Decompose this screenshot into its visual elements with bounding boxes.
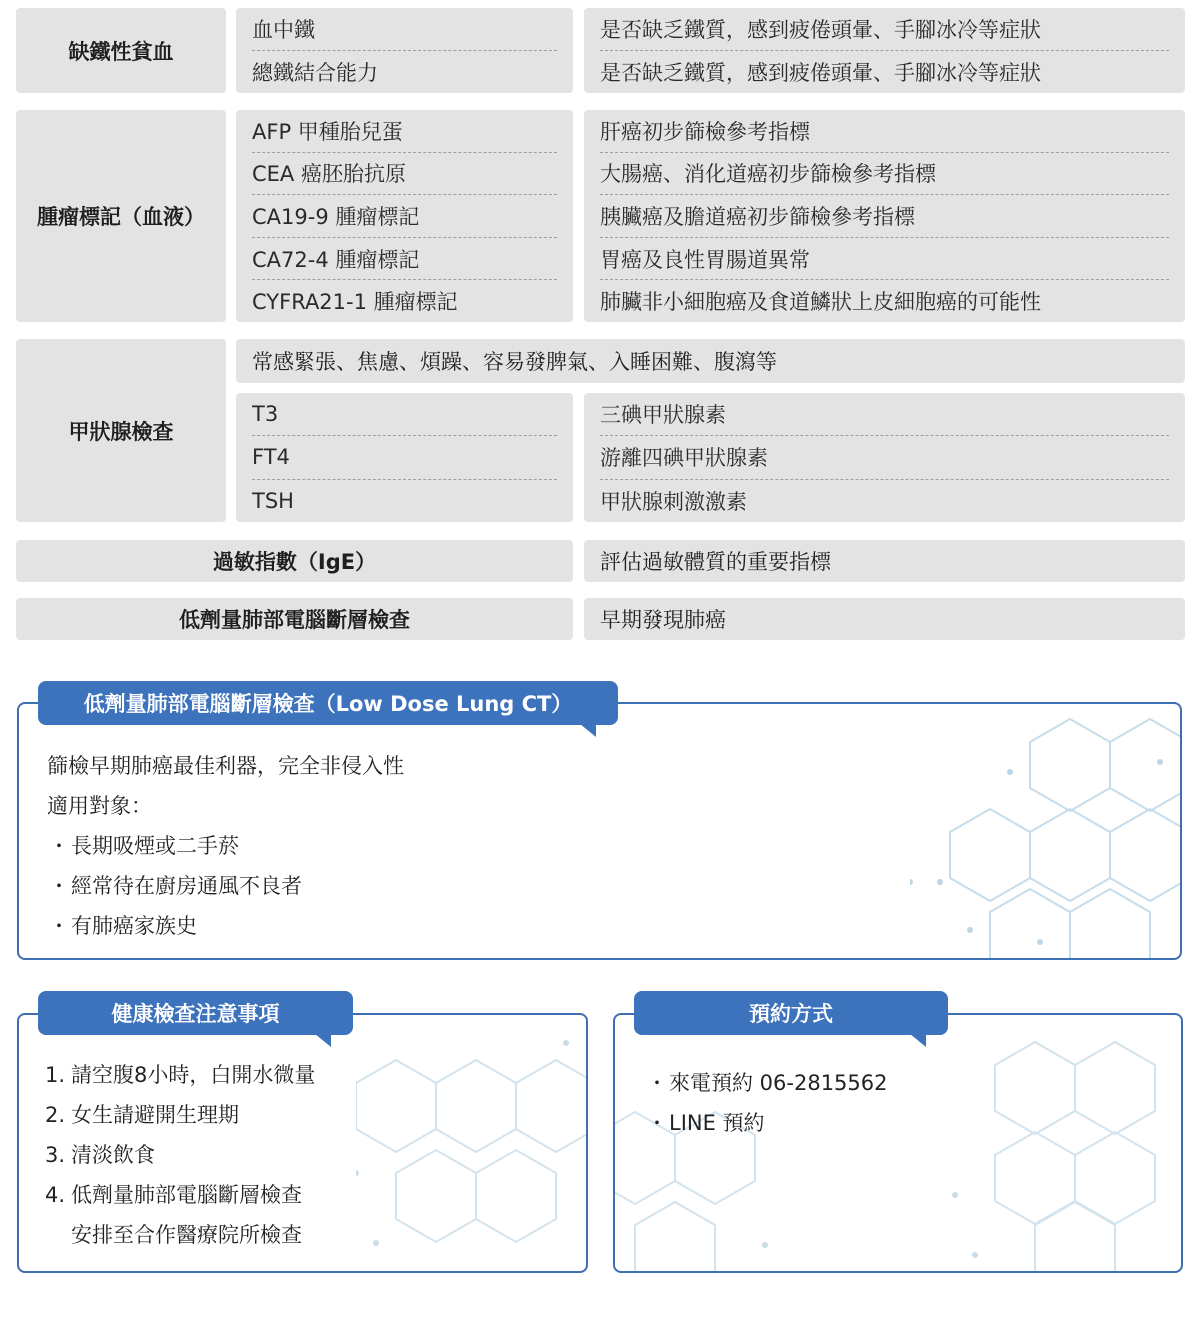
test-item: T3 (252, 393, 557, 436)
tumor-notes (584, 110, 1185, 322)
tab-tail-icon (580, 724, 596, 737)
tumor-tests (236, 110, 573, 322)
bullet-icon: ・ (647, 1071, 667, 1095)
hexagon-pattern-icon (910, 702, 1180, 958)
booking-list (645, 1063, 888, 1143)
booking-box (613, 1013, 1183, 1273)
bullet-icon: ・ (647, 1111, 667, 1135)
note-item: 胰臟癌及膽道癌初步篩檢參考指標 (600, 195, 1169, 238)
test-item: CA72-4 腫瘤標記 (252, 238, 557, 281)
test-item: AFP 甲種胎兒蛋 (252, 110, 557, 153)
test-item: CYFRA21-1 腫瘤標記 (252, 290, 458, 315)
list-item (645, 1103, 888, 1143)
list-item-continuation: 安排至合作醫療院所檢查 (71, 1223, 302, 1247)
thyroid-category: 甲狀腺檢查 (16, 339, 226, 522)
note-item: 是否缺乏鐵質，感到疲倦頭暈、手腳冰冷等症狀 (600, 61, 1041, 85)
anemia-category: 缺鐵性貧血 (16, 8, 226, 93)
list-item: ・ 長期吸煙或二手菸 (47, 826, 302, 866)
test-item: 總鐵結合能力 (252, 61, 378, 85)
tab-tail-icon (315, 1034, 331, 1047)
list-item: 4. 低劑量肺部電腦斷層檢查 (45, 1183, 302, 1207)
list-item: 3. 清淡飲食 (45, 1143, 155, 1167)
tumor-category: 腫瘤標記（血液） (16, 110, 226, 322)
thyroid-symptoms: 常感緊張、焦慮、煩躁、容易發脾氣、入睡困難、腹瀉等 (236, 339, 1185, 383)
line-booking: LINE 預約 (669, 1111, 765, 1135)
list-item: 2. 女生請避開生理期 (45, 1103, 239, 1127)
note-item: 三碘甲狀腺素 (600, 393, 1169, 436)
bullet-icon: ・ (49, 874, 69, 898)
allergy-category: 過敏指數（IgE） (16, 540, 573, 582)
note-item: 游離四碘甲狀腺素 (600, 436, 1169, 479)
notice-box (17, 1013, 588, 1273)
bullet-icon: ・ (49, 914, 69, 938)
anemia-tests (236, 8, 573, 93)
tab-tail-icon (910, 1034, 926, 1047)
test-item: TSH (252, 488, 294, 513)
anemia-notes (584, 8, 1185, 93)
thyroid-tests (236, 393, 573, 522)
lowdose-note: 早期發現肺癌 (584, 598, 1185, 640)
list-item (645, 1063, 888, 1103)
notice-box-title: 健康檢查注意事項 (38, 991, 353, 1035)
lowdose-category: 低劑量肺部電腦斷層檢查 (16, 598, 573, 640)
ct-box-title: 低劑量肺部電腦斷層檢查（Low Dose Lung CT） (38, 681, 618, 725)
test-item: CA19-9 腫瘤標記 (252, 195, 557, 238)
notice-list (45, 1055, 315, 1255)
list-item: ・ 有肺癌家族史 (47, 906, 302, 946)
note-item: 大腸癌、消化道癌初步篩檢參考指標 (600, 153, 1169, 196)
bullet-icon: ・ (49, 834, 69, 858)
hexagon-pattern-icon (615, 1015, 1183, 1273)
ct-info-box (17, 702, 1182, 960)
note-item: 胃癌及良性胃腸道異常 (600, 238, 1169, 281)
test-item: CEA 癌胚胎抗原 (252, 153, 557, 196)
list-item: 1. 請空腹8小時，白開水微量 (45, 1063, 316, 1087)
allergy-note: 評估過敏體質的重要指標 (584, 540, 1185, 582)
list-item: ・ 經常待在廚房通風不良者 (47, 866, 302, 906)
note-item: 肺臟非小細胞癌及食道鱗狀上皮細胞癌的可能性 (600, 290, 1041, 315)
note-item: 肝癌初步篩檢參考指標 (600, 110, 1169, 153)
ct-target-list (47, 826, 302, 946)
note-item: 是否缺乏鐵質，感到疲倦頭暈、手腳冰冷等症狀 (600, 8, 1169, 51)
ct-intro: 篩檢早期肺癌最佳利器，完全非侵入性 (47, 754, 404, 778)
note-item: 甲狀腺刺激激素 (600, 489, 747, 514)
test-item: FT4 (252, 436, 557, 479)
booking-box-title: 預約方式 (634, 991, 948, 1035)
ct-target-label: 適用對象： (47, 794, 152, 818)
test-item: 血中鐵 (252, 8, 557, 51)
hexagon-pattern-icon (356, 1013, 586, 1271)
phone-booking: 來電預約 06-2815562 (669, 1071, 888, 1095)
thyroid-notes (584, 393, 1185, 522)
